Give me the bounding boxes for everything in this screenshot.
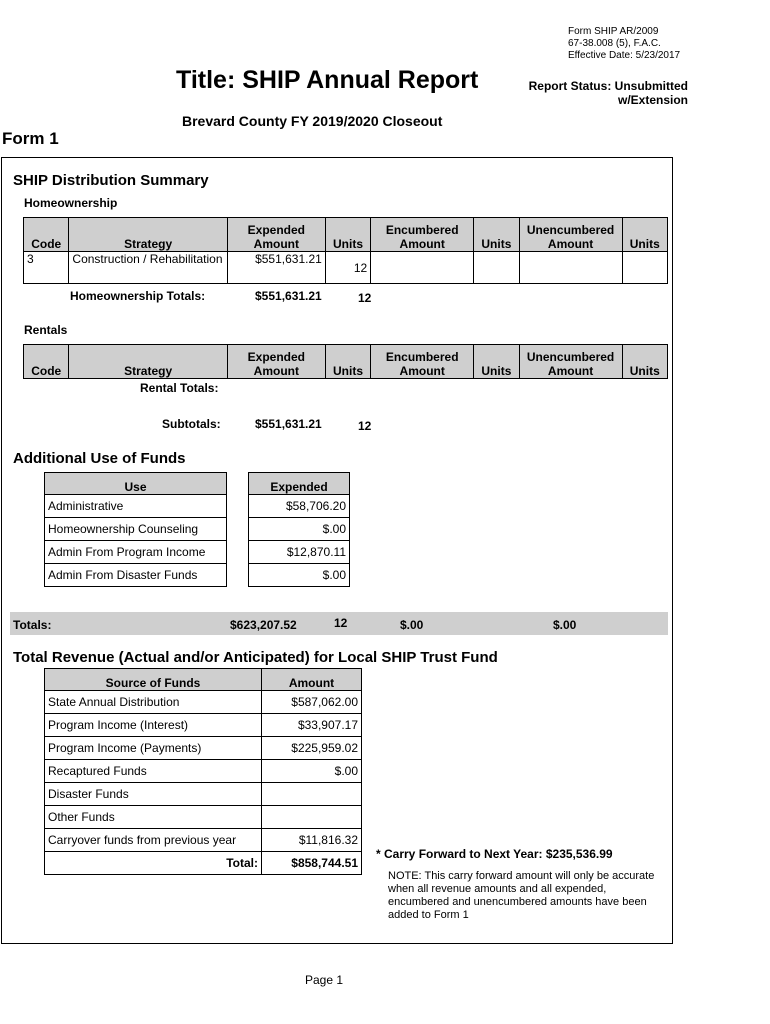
subtotals-amount: $551,631.21 bbox=[255, 417, 322, 431]
revenue-total-label: Total: bbox=[45, 852, 262, 875]
rent-col-expended: Expended Amount bbox=[227, 345, 325, 379]
form-label: Form 1 bbox=[2, 129, 59, 148]
homeownership-label: Homeownership bbox=[24, 196, 118, 210]
page-subtitle: Brevard County FY 2019/2020 Closeout bbox=[182, 113, 443, 129]
amount-header: Amount bbox=[262, 669, 362, 691]
use-name: Administrative bbox=[45, 495, 227, 518]
list-item bbox=[45, 564, 227, 587]
additional-use-heading: Additional Use of Funds bbox=[13, 450, 186, 467]
revenue-amount: $587,062.00 bbox=[262, 691, 362, 714]
page-title: Title: SHIP Annual Report bbox=[176, 66, 479, 94]
rent-col-units-3: Units bbox=[622, 345, 667, 379]
table-row bbox=[45, 737, 362, 760]
subtotals-label: Subtotals: bbox=[162, 417, 221, 431]
use-name: Homeownership Counseling bbox=[45, 518, 227, 541]
rentals-table bbox=[23, 344, 668, 379]
additional-use-table bbox=[44, 472, 227, 587]
table-row bbox=[45, 714, 362, 737]
revenue-total-amount: $858,744.51 bbox=[262, 852, 362, 875]
col-units: Units bbox=[325, 218, 370, 252]
table-row bbox=[45, 806, 362, 829]
row-unencumbered bbox=[519, 252, 622, 284]
form-ref-line1: Form SHIP AR/2009 bbox=[568, 26, 659, 37]
list-item bbox=[45, 541, 227, 564]
home-totals-units: 12 bbox=[358, 291, 372, 305]
revenue-amount: $33,907.17 bbox=[262, 714, 362, 737]
homeownership-table bbox=[23, 217, 668, 284]
use-header: Use bbox=[45, 473, 227, 495]
revenue-source: Program Income (Payments) bbox=[45, 737, 262, 760]
revenue-amount: $11,816.32 bbox=[262, 829, 362, 852]
table-row bbox=[45, 783, 362, 806]
revenue-table bbox=[44, 668, 362, 875]
row-units-3 bbox=[622, 252, 667, 284]
col-encumbered: Encumbered Amount bbox=[371, 218, 474, 252]
col-units-2: Units bbox=[474, 218, 519, 252]
rentals-label: Rentals bbox=[24, 323, 68, 337]
use-expended: $.00 bbox=[249, 564, 350, 587]
use-name: Admin From Disaster Funds bbox=[45, 564, 227, 587]
rent-col-encumbered: Encumbered Amount bbox=[371, 345, 474, 379]
revenue-amount: $.00 bbox=[262, 760, 362, 783]
use-expended: $58,706.20 bbox=[249, 495, 350, 518]
totals-unencumbered: $.00 bbox=[553, 618, 577, 632]
report-status-label: Report Status: bbox=[528, 79, 612, 93]
col-expended: Expended Amount bbox=[227, 218, 325, 252]
row-expended: $551,631.21 bbox=[227, 252, 325, 284]
list-item bbox=[45, 495, 227, 518]
home-totals-label: Homeownership Totals: bbox=[70, 289, 206, 303]
report-status-value1: Unsubmitted bbox=[614, 79, 688, 93]
subtotals-units: 12 bbox=[358, 419, 372, 433]
col-units-3: Units bbox=[622, 218, 667, 252]
expended-header: Expended bbox=[249, 473, 350, 495]
col-unencumbered: Unencumbered Amount bbox=[519, 218, 622, 252]
form-ref-line3: Effective Date: 5/23/2017 bbox=[568, 50, 681, 61]
report-status-value2: w/Extension bbox=[617, 93, 688, 107]
carry-forward-note: NOTE: This carry forward amount will only be accurate when all revenue amounts and all expended, encumbered and unencumbered amounts have been added to Form 1 bbox=[388, 870, 655, 921]
col-code: Code bbox=[24, 218, 69, 252]
revenue-amount bbox=[262, 806, 362, 829]
carry-forward: * Carry Forward to Next Year: $235,536.99 bbox=[376, 847, 613, 861]
row-strategy: Construction / Rehabilitation bbox=[69, 252, 227, 284]
revenue-source: State Annual Distribution bbox=[45, 691, 262, 714]
use-name: Admin From Program Income bbox=[45, 541, 227, 564]
row-code: 3 bbox=[24, 252, 69, 284]
additional-expended-table bbox=[248, 472, 350, 587]
rent-col-units-2: Units bbox=[474, 345, 519, 379]
home-totals-amount: $551,631.21 bbox=[255, 289, 322, 303]
table-row bbox=[45, 829, 362, 852]
totals-label: Totals: bbox=[13, 618, 52, 632]
rent-col-strategy: Strategy bbox=[69, 345, 227, 379]
revenue-amount: $225,959.02 bbox=[262, 737, 362, 760]
form-reference bbox=[568, 26, 680, 62]
table-row bbox=[24, 252, 668, 284]
rent-col-units: Units bbox=[325, 345, 370, 379]
source-header: Source of Funds bbox=[45, 669, 262, 691]
list-item bbox=[45, 518, 227, 541]
col-strategy: Strategy bbox=[69, 218, 227, 252]
use-expended: $.00 bbox=[249, 518, 350, 541]
table-row bbox=[45, 760, 362, 783]
table-row bbox=[45, 691, 362, 714]
use-expended: $12,870.11 bbox=[249, 541, 350, 564]
rent-col-code: Code bbox=[24, 345, 69, 379]
revenue-source: Program Income (Interest) bbox=[45, 714, 262, 737]
rental-totals-label: Rental Totals: bbox=[140, 381, 219, 395]
totals-encumbered: $.00 bbox=[400, 618, 424, 632]
totals-units: 12 bbox=[334, 616, 348, 630]
rent-col-unencumbered: Unencumbered Amount bbox=[519, 345, 622, 379]
revenue-total-row bbox=[45, 852, 362, 875]
report-status bbox=[522, 79, 688, 107]
form-ref-line2: 67-38.008 (5), F.A.C. bbox=[568, 38, 661, 49]
row-encumbered bbox=[371, 252, 474, 284]
revenue-source: Recaptured Funds bbox=[45, 760, 262, 783]
revenue-amount bbox=[262, 783, 362, 806]
revenue-source: Carryover funds from previous year bbox=[45, 829, 262, 852]
row-units: 12 bbox=[325, 252, 370, 284]
totals-bar bbox=[10, 612, 668, 635]
page-number: Page 1 bbox=[305, 973, 344, 987]
row-units-2 bbox=[474, 252, 519, 284]
totals-expended: $623,207.52 bbox=[230, 618, 297, 632]
distribution-heading: SHIP Distribution Summary bbox=[13, 172, 209, 189]
revenue-source: Other Funds bbox=[45, 806, 262, 829]
revenue-heading: Total Revenue (Actual and/or Anticipated) for Local SHIP Trust Fund bbox=[13, 649, 498, 666]
revenue-source: Disaster Funds bbox=[45, 783, 262, 806]
